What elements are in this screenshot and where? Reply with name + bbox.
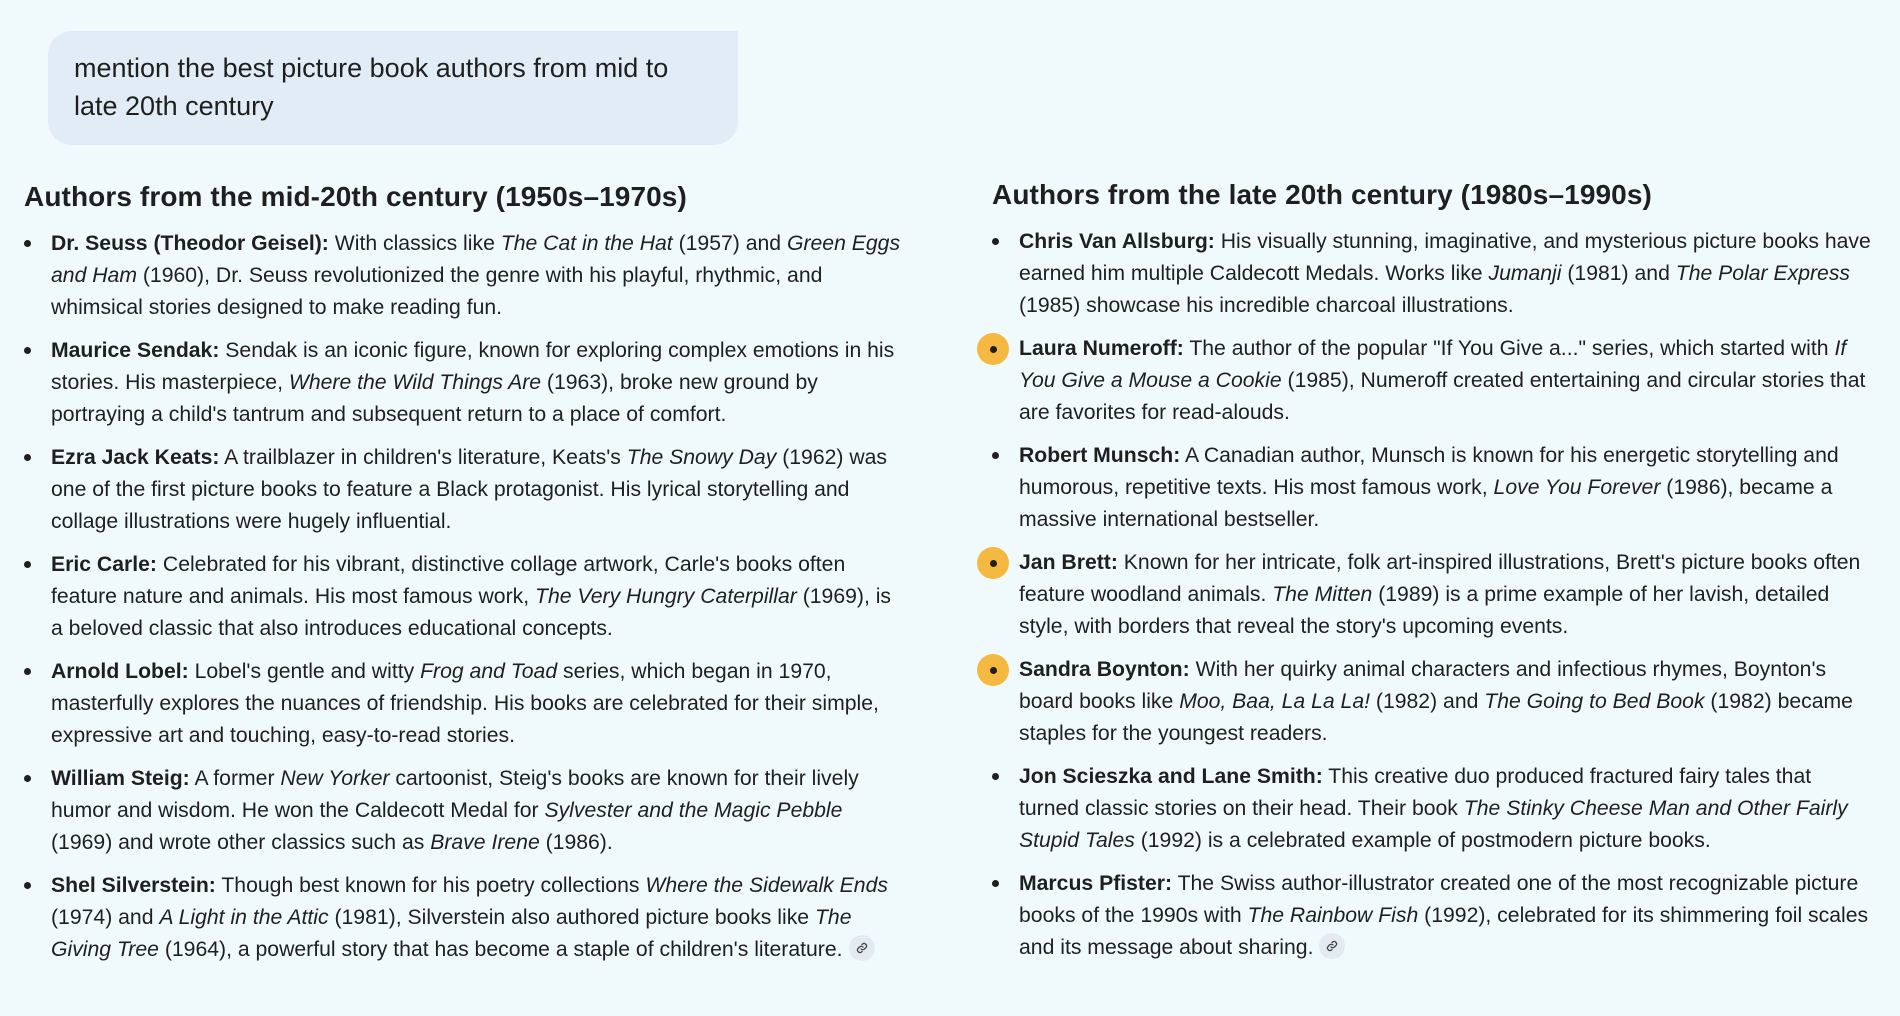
book-title: The Going to Bed Book	[1484, 690, 1705, 713]
author-name: Sandra Boynton:	[1019, 658, 1190, 681]
item-text: (1963), broke new ground by portraying a child's tantrum and subsequent return to a place of comfort.	[51, 371, 818, 426]
list-item-dr-seuss	[24, 228, 904, 324]
list-item-jon-scieszka-lane-smith	[992, 761, 1872, 857]
bullet	[24, 454, 31, 461]
author-name: Eric Carle:	[51, 553, 157, 576]
item-text: (1992) is a celebrated example of postmodern picture books.	[1134, 829, 1711, 852]
late-century-section	[992, 178, 1872, 975]
item-text: (1986).	[539, 831, 613, 854]
bullet	[24, 240, 31, 247]
item-text: Lobel's gentle and witty	[188, 660, 421, 683]
book-title: Where the Wild Things Are	[288, 371, 542, 394]
author-name: Marcus Pfister:	[1019, 872, 1173, 895]
book-title: The Polar Express	[1675, 262, 1851, 285]
list-item-laura-numeroff	[992, 333, 1872, 429]
item-text: A Canadian author, Munsch is known for his energetic storytelling and humorous, repetitive texts. His most famous work,	[1019, 444, 1839, 499]
book-title: Jumanji	[1488, 262, 1562, 285]
author-name: Chris Van Allsburg:	[1019, 230, 1215, 253]
item-text: The author of the popular "If You Give a..." series, which started with	[1183, 337, 1835, 360]
book-title: Love You Forever	[1493, 476, 1661, 499]
item-text: A trailblazer in children's literature, Keats's	[219, 446, 627, 469]
item-text: This creative duo produced fractured fairy tales that turned classic stories on their head. Their book	[1019, 765, 1812, 820]
item-text: (1982) became staples for the youngest readers.	[1019, 690, 1853, 745]
book-title: Green Eggs and Ham	[51, 232, 901, 287]
user-query-text: mention the best picture book authors from mid to late 20th century	[74, 53, 669, 121]
item-text: series, which began in 1970, masterfully explores the nuances of friendship. His books are celebrated for their simple, expressive art and touching, easy-to-read stories.	[51, 660, 879, 747]
author-name: Jon Scieszka and Lane Smith:	[1019, 765, 1323, 788]
item-text: Sendak is an iconic figure, known for exploring complex emotions in his stories. His masterpiece,	[51, 339, 895, 394]
book-title: Frog and Toad	[420, 660, 558, 683]
book-title: Brave Irene	[430, 831, 540, 854]
item-text: (1981) and	[1561, 262, 1676, 285]
item-text: (1992), celebrated for its shimmering foil scales and its message about sharing.	[1019, 904, 1869, 959]
book-title: The Cat in the Hat	[500, 232, 673, 255]
mid-century-section	[24, 178, 904, 977]
book-title: The Mitten	[1272, 583, 1373, 606]
item-text: (1985), Numeroff created entertaining and circular stories that are favorites for read-alouds.	[1019, 369, 1866, 424]
bullet	[24, 668, 31, 675]
author-name: William Steig:	[51, 767, 190, 790]
list-item-chris-van-allsburg	[992, 226, 1872, 322]
item-text: (1962) was one of the first picture books to feature a Black protagonist. His lyrical storytelling and collage illustrations were hugely influential.	[51, 446, 888, 533]
item-text: (1969), is a beloved classic that also introduces educational concepts.	[51, 585, 892, 640]
author-name: Maurice Sendak:	[51, 339, 220, 362]
author-name: Laura Numeroff:	[1019, 337, 1184, 360]
bullet	[24, 882, 31, 889]
book-title: The Very Hungry Caterpillar	[535, 585, 797, 608]
item-text: Celebrated for his vibrant, distinctive collage artwork, Carle's books often feature nature and animals. His most famous work,	[51, 553, 846, 608]
highlighted-bullet[interactable]	[977, 654, 1009, 686]
bullet	[992, 880, 999, 887]
item-text: With classics like	[328, 232, 501, 255]
source-link-button[interactable]	[1319, 933, 1345, 959]
item-text: Though best known for his poetry collections	[215, 874, 646, 897]
author-name: Dr. Seuss (Theodor Geisel):	[51, 232, 329, 255]
item-text: Known for her intricate, folk art-inspired illustrations, Brett's picture books often feature woodland animals.	[1019, 551, 1861, 606]
book-title: The Snowy Day	[626, 446, 777, 469]
item-text: The Swiss author-illustrator created one of the most recognizable picture books of the 1990s with	[1019, 872, 1859, 927]
late-century-list	[992, 226, 1872, 964]
book-title: Moo, Baa, La La La!	[1179, 690, 1371, 713]
book-title: The Giving Tree	[51, 906, 852, 961]
list-item-jan-brett	[992, 547, 1872, 643]
list-item-ezra-jack-keats	[24, 442, 904, 538]
bullet	[992, 238, 999, 245]
list-item-arnold-lobel	[24, 656, 904, 752]
item-text: His visually stunning, imaginative, and mysterious picture books have earned him multiple Caldecott Medals. Works like	[1019, 230, 1871, 285]
bullet	[992, 773, 999, 780]
list-item-shel-silverstein	[24, 870, 904, 966]
mid-century-heading: Authors from the mid-20th century (1950s–1970s)	[24, 181, 687, 212]
item-text: (1982) and	[1370, 690, 1485, 713]
item-text: (1986), became a massive international bestseller.	[1019, 476, 1833, 531]
bullet	[24, 561, 31, 568]
author-name: Arnold Lobel:	[51, 660, 189, 683]
book-title: New Yorker	[280, 767, 390, 790]
author-name: Ezra Jack Keats:	[51, 446, 220, 469]
bullet	[992, 452, 999, 459]
item-text: With her quirky animal characters and infectious rhymes, Boynton's board books like	[1019, 658, 1827, 713]
list-item-marcus-pfister	[992, 868, 1872, 964]
item-text: (1960), Dr. Seuss revolutionized the genre with his playful, rhythmic, and whimsical stories designed to make reading fun.	[51, 264, 823, 319]
item-text: (1974) and	[51, 906, 160, 929]
late-century-heading: Authors from the late 20th century (1980s–1990s)	[992, 179, 1652, 210]
book-title: Sylvester and the Magic Pebble	[544, 799, 843, 822]
highlighted-bullet[interactable]	[977, 333, 1009, 365]
item-text: A former	[189, 767, 281, 790]
list-item-maurice-sendak	[24, 335, 904, 431]
item-text: (1981), Silverstein also authored picture books like	[328, 906, 815, 929]
item-text: (1964), a powerful story that has become a staple of children's literature.	[158, 938, 843, 961]
author-name: Robert Munsch:	[1019, 444, 1181, 467]
author-name: Jan Brett:	[1019, 551, 1118, 574]
author-name: Shel Silverstein:	[51, 874, 216, 897]
link-icon	[1326, 940, 1338, 952]
item-text: (1989) is a prime example of her lavish, detailed style, with borders that reveal the story's upcoming events.	[1019, 583, 1830, 638]
item-text: (1985) showcase his incredible charcoal illustrations.	[1019, 294, 1514, 317]
item-text: (1969) and wrote other classics such as	[51, 831, 431, 854]
list-item-robert-munsch	[992, 440, 1872, 536]
book-title: Where the Sidewalk Ends	[645, 874, 888, 897]
list-item-eric-carle	[24, 549, 904, 645]
item-text: (1957) and	[672, 232, 787, 255]
bullet	[24, 347, 31, 354]
book-title: The Stinky Cheese Man and Other Fairly Stupid Tales	[1019, 797, 1848, 852]
book-title: If You Give a Mouse a Cookie	[1019, 337, 1847, 392]
book-title: The Rainbow Fish	[1247, 904, 1419, 927]
source-link-button[interactable]	[849, 935, 875, 961]
link-icon	[856, 942, 868, 954]
mid-century-list	[24, 228, 904, 966]
item-text: cartoonist, Steig's books are known for their lively humor and wisdom. He won the Caldecott Medal for	[51, 767, 859, 822]
user-query-bubble	[48, 31, 738, 145]
highlighted-bullet[interactable]	[977, 547, 1009, 579]
bullet	[24, 775, 31, 782]
list-item-sandra-boynton	[992, 654, 1872, 750]
list-item-william-steig	[24, 763, 904, 859]
book-title: A Light in the Attic	[159, 906, 329, 929]
